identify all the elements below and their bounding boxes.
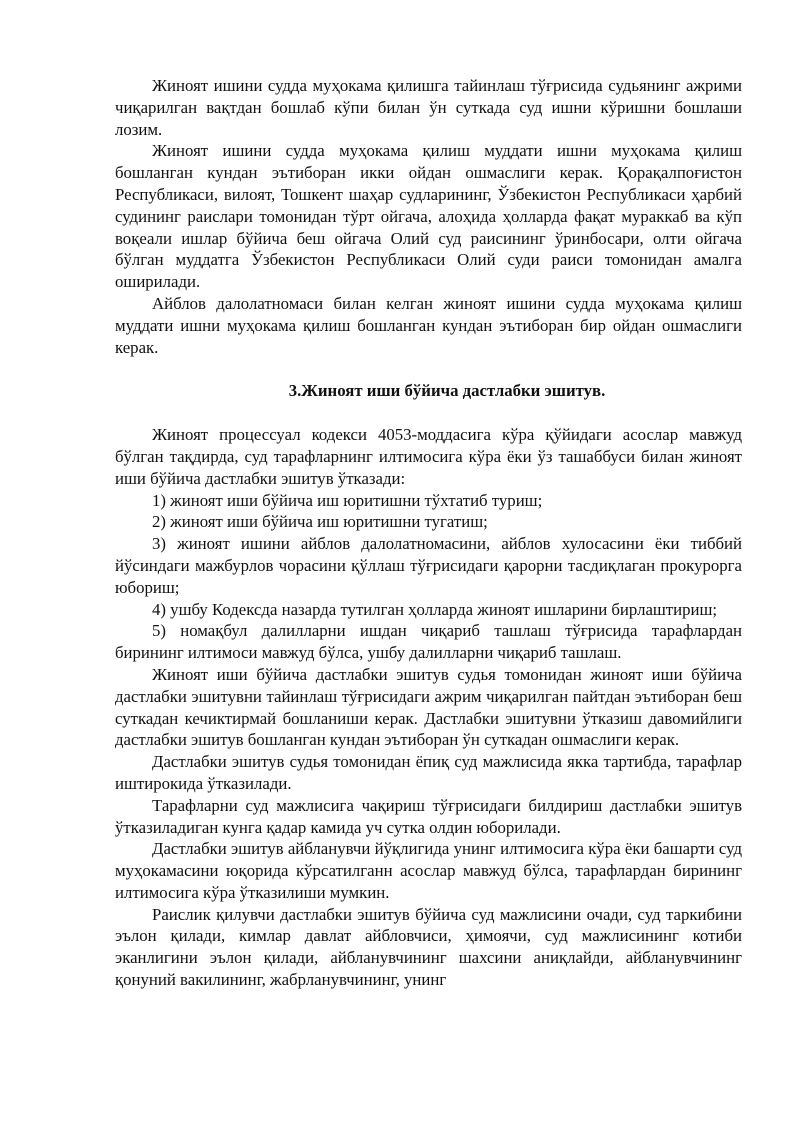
paragraph-summons: Тарафларни суд мажлисига чақириш тўғрисидаги билдириш дастлабки эшитув ўтказиладиган кунга қадар камида уч сутка олдин юборилади. — [115, 795, 742, 837]
list-item-2: 2) жиноят иши бўйича иш юритишни тугатиш; — [152, 512, 488, 532]
paragraph-absence: Дастлабки эшитув айбланувчи йўқлигида унинг илтимосига кўра ёки башарти суд муҳокамасини юқорида кўрсатилганн асослар мавжуд бўлса, тарафлардан бирининг илтимосига кўра ўтказилиши мумкин. — [115, 839, 742, 902]
paragraph-trial-start: Жиноят ишини судда муҳокама қилишга тайинлаш тўғрисида судьянинг ажрими чиқарилган вақтдан бошлаб кўпи билан ўн суткада суд ишни кўришни бошлаши лозим. — [115, 76, 742, 139]
list-item-5: 5) номақбул далилларни ишдан чиқариб ташлаш тўғрисида тарафлардан бирининг илтимоси мавжуд бўлса, ушбу далилларни чиқариб ташлаш. — [115, 621, 742, 663]
paragraph-closed-session: Дастлабки эшитув судья томонидан ёпиқ суд мажлисида якка тартибда, тарафлар иштирокида ўтказилади. — [115, 752, 742, 793]
list-item-4: 4) ушбу Кодексда назарда тутилган ҳолларда жиноят ишларини бирлаштириш; — [152, 599, 718, 619]
paragraph-trial-duration: Жиноят ишини судда муҳокама қилиш муддати ишни муҳокама қилиш бошланган кундан эътиборан икки ойдан ошмаслиги керак. Қорақалпоғистон Республикаси, вилоят, Тошкент шаҳар судларининг, Ўзбекистон Республикаси ҳарбий судининг раислари томонидан тўрт ойгача, алоҳида ҳолларда фақат мураккаб ва кўп воқеали ишлар бўйича беш ойгача Олий суд раисининг ўринбосари, олти ойгача бўлган муддатга Ўзбекистон Республикаси Олий суди раиси томонидан амалга оширилади. — [115, 141, 742, 292]
list-item-3: 3) жиноят ишини айблов далолатномасини, айблов хулосасини ёки тиббий йўсиндаги мажбурлов чорасини қўллаш тўғрисидаги қарорни тасдиқлаган прокурорга юбориш; — [115, 534, 742, 597]
paragraph-presiding-judge: Раислик қилувчи дастлабки эшитув бўйича суд мажлисини очади, суд таркибини эълон қилади, кимлар давлат айбловчиси, ҳимоячи, суд мажлисининг котиби эканлигини эълон қилади, айбланувчининг шахсини аниқлайди, айбланувчининг қонуний вакилининг, жабрланувчининг, унинг — [115, 904, 742, 990]
list-item-1: 1) жиноят иши бўйича иш юритишни тўхтатиб туриш; — [152, 490, 543, 510]
paragraph-grounds-intro: Жиноят процессуал кодекси 4053-моддасига кўра қўйидаги асослар мавжуд бўлган тақдирда, суд тарафларнинг илтимосига кўра ёки ўз ташаббуси билан жиноят иши бўйича дастлабки эшитув ўтказади: — [115, 425, 742, 488]
paragraph-hearing-timing: Жиноят иши бўйича дастлабки эшитув судья томонидан жиноят иши бўйича дастлабки эшитувни тайинлаш тўғрисидаги ажрим чиқарилган пайтдан эътиборан беш суткадан кечиктирмай бошланиши керак. Дастлабки эшитувни ўтказиш давомийлиги дастлабки эшитув бошланган кундан эътиборан ўн суткадан ошмаслиги керак. — [115, 664, 742, 750]
paragraph-indictment-duration: Айблов далолатномаси билан келган жиноят ишини судда муҳокама қилиш муддати ишни муҳокама қилиш бошланган кундан эътиборан бир ойдан ошмаслиги керак. — [115, 293, 742, 357]
section-heading: 3.Жиноят иши бўйича дастлабки эшитув. — [288, 381, 606, 401]
